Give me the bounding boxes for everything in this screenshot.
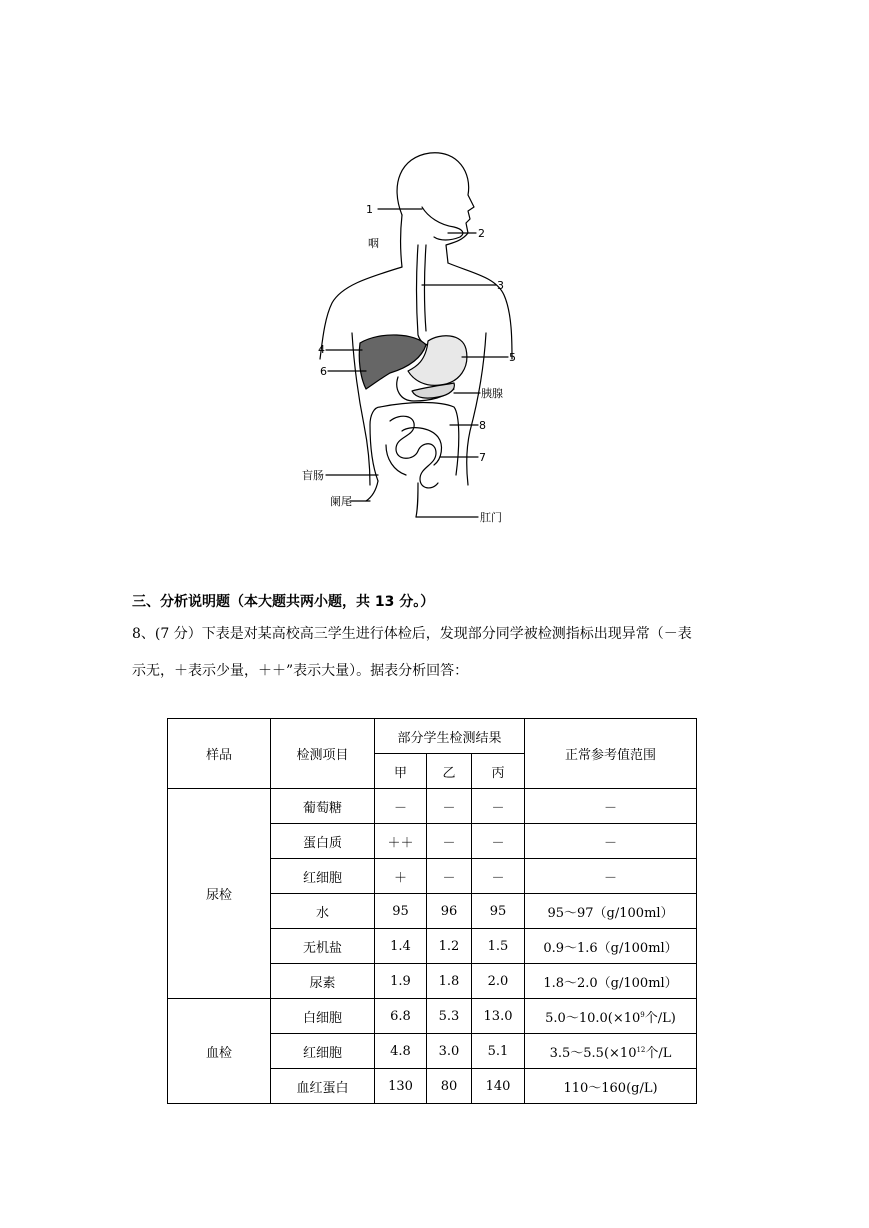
cell-item: 红细胞: [271, 859, 375, 894]
label-cecum: 盲肠: [302, 469, 324, 482]
header-item: 检测项目: [271, 719, 375, 789]
header-reference: 正常参考值范围: [525, 719, 697, 789]
label-4: 4: [318, 343, 325, 356]
cell-item: 白细胞: [271, 999, 375, 1034]
liver: [359, 335, 426, 389]
cell-a: 95: [375, 894, 427, 929]
cell-ref: －: [525, 789, 697, 824]
cell-b: 1.8: [427, 964, 472, 999]
neck-back-outline: [401, 215, 403, 267]
question-line-1: 8、(7 分）下表是对某高校高三学生进行体检后，发现部分同学被检测指标出现异常（－表: [132, 626, 692, 642]
cell-ref: [525, 1034, 697, 1069]
label-anus: 肛门: [480, 511, 502, 524]
cell-c: 13.0: [472, 999, 525, 1034]
cell-item: 尿素: [271, 964, 375, 999]
cell-a: －: [375, 789, 427, 824]
cell-c: －: [472, 789, 525, 824]
cell-item: 葡萄糖: [271, 789, 375, 824]
group-blood: 血检: [168, 999, 271, 1104]
oral-cavity: [422, 207, 463, 240]
cell-b: －: [427, 789, 472, 824]
cell-c: 2.0: [472, 964, 525, 999]
cell-b: 80: [427, 1069, 472, 1104]
header-student-b: 乙: [427, 754, 472, 789]
label-3: 3: [497, 279, 504, 292]
cell-b: 96: [427, 894, 472, 929]
cell-c: 95: [472, 894, 525, 929]
cell-c: －: [472, 824, 525, 859]
cell-a: 6.8: [375, 999, 427, 1034]
cell-b: －: [427, 859, 472, 894]
section-heading: 三、分析说明题（本大题共两小题，共 13 分。）: [132, 594, 435, 610]
cell-item: 血红蛋白: [271, 1069, 375, 1104]
cell-b: －: [427, 824, 472, 859]
label-8: 8: [479, 419, 486, 432]
cell-ref: －: [525, 824, 697, 859]
label-appendix: 阑尾: [330, 495, 352, 508]
ref-exponent: 12: [636, 1045, 646, 1054]
cell-a: 4.8: [375, 1034, 427, 1069]
cell-b: 3.0: [427, 1034, 472, 1069]
appendix: [366, 481, 378, 501]
rectum: [416, 483, 418, 517]
small-intestine: [386, 416, 441, 488]
label-7: 7: [479, 451, 486, 464]
test-results-table: [167, 718, 697, 1104]
table-row: [168, 789, 697, 824]
ref-suffix: 个/L: [645, 1045, 672, 1061]
cell-item: 红细胞: [271, 1034, 375, 1069]
cell-a: ＋＋: [375, 824, 427, 859]
ref-prefix: 5.0～10.0(×10: [545, 1010, 641, 1026]
label-pharynx: 咽: [368, 237, 379, 250]
ref-prefix: 3.5～5.5(×10: [549, 1045, 637, 1061]
digestive-system-diagram: [290, 145, 550, 535]
cell-a: ＋: [375, 859, 427, 894]
ref-exponent: 9: [640, 1010, 645, 1019]
cell-c: 140: [472, 1069, 525, 1104]
cell-c: 1.5: [472, 929, 525, 964]
cell-b: 1.2: [427, 929, 472, 964]
cell-a: 1.9: [375, 964, 427, 999]
cell-ref: 1.8～2.0（g/100ml）: [525, 964, 697, 999]
cell-ref: 110～160(g/L): [525, 1069, 697, 1104]
ref-suffix: 个/L): [644, 1010, 676, 1026]
cell-ref: [525, 999, 697, 1034]
cell-item: 蛋白质: [271, 824, 375, 859]
label-5: 5: [509, 351, 516, 364]
label-2: 2: [478, 227, 485, 240]
esophagus: [417, 245, 431, 345]
cell-item: 无机盐: [271, 929, 375, 964]
large-intestine: [370, 403, 459, 482]
cell-c: 5.1: [472, 1034, 525, 1069]
cell-b: 5.3: [427, 999, 472, 1034]
head-outline: [397, 153, 474, 263]
table-row: [168, 999, 697, 1034]
cell-ref: －: [525, 859, 697, 894]
cell-a: 130: [375, 1069, 427, 1104]
question-line-2: 示无，＋表示少量，＋＋”表示大量）。据表分析回答：: [132, 663, 469, 679]
cell-a: 1.4: [375, 929, 427, 964]
header-student-a: 甲: [375, 754, 427, 789]
cell-item: 水: [271, 894, 375, 929]
table-header-row: [168, 719, 697, 754]
header-sample: 样品: [168, 719, 271, 789]
label-pancreas: 胰腺: [481, 387, 503, 400]
cell-ref: 0.9～1.6（g/100ml）: [525, 929, 697, 964]
header-results: 部分学生检测结果: [375, 719, 525, 754]
label-6: 6: [320, 365, 327, 378]
cell-c: －: [472, 859, 525, 894]
cell-ref: 95～97（g/100ml）: [525, 894, 697, 929]
label-1: 1: [366, 203, 373, 216]
group-urine: 尿检: [168, 789, 271, 999]
header-student-c: 丙: [472, 754, 525, 789]
